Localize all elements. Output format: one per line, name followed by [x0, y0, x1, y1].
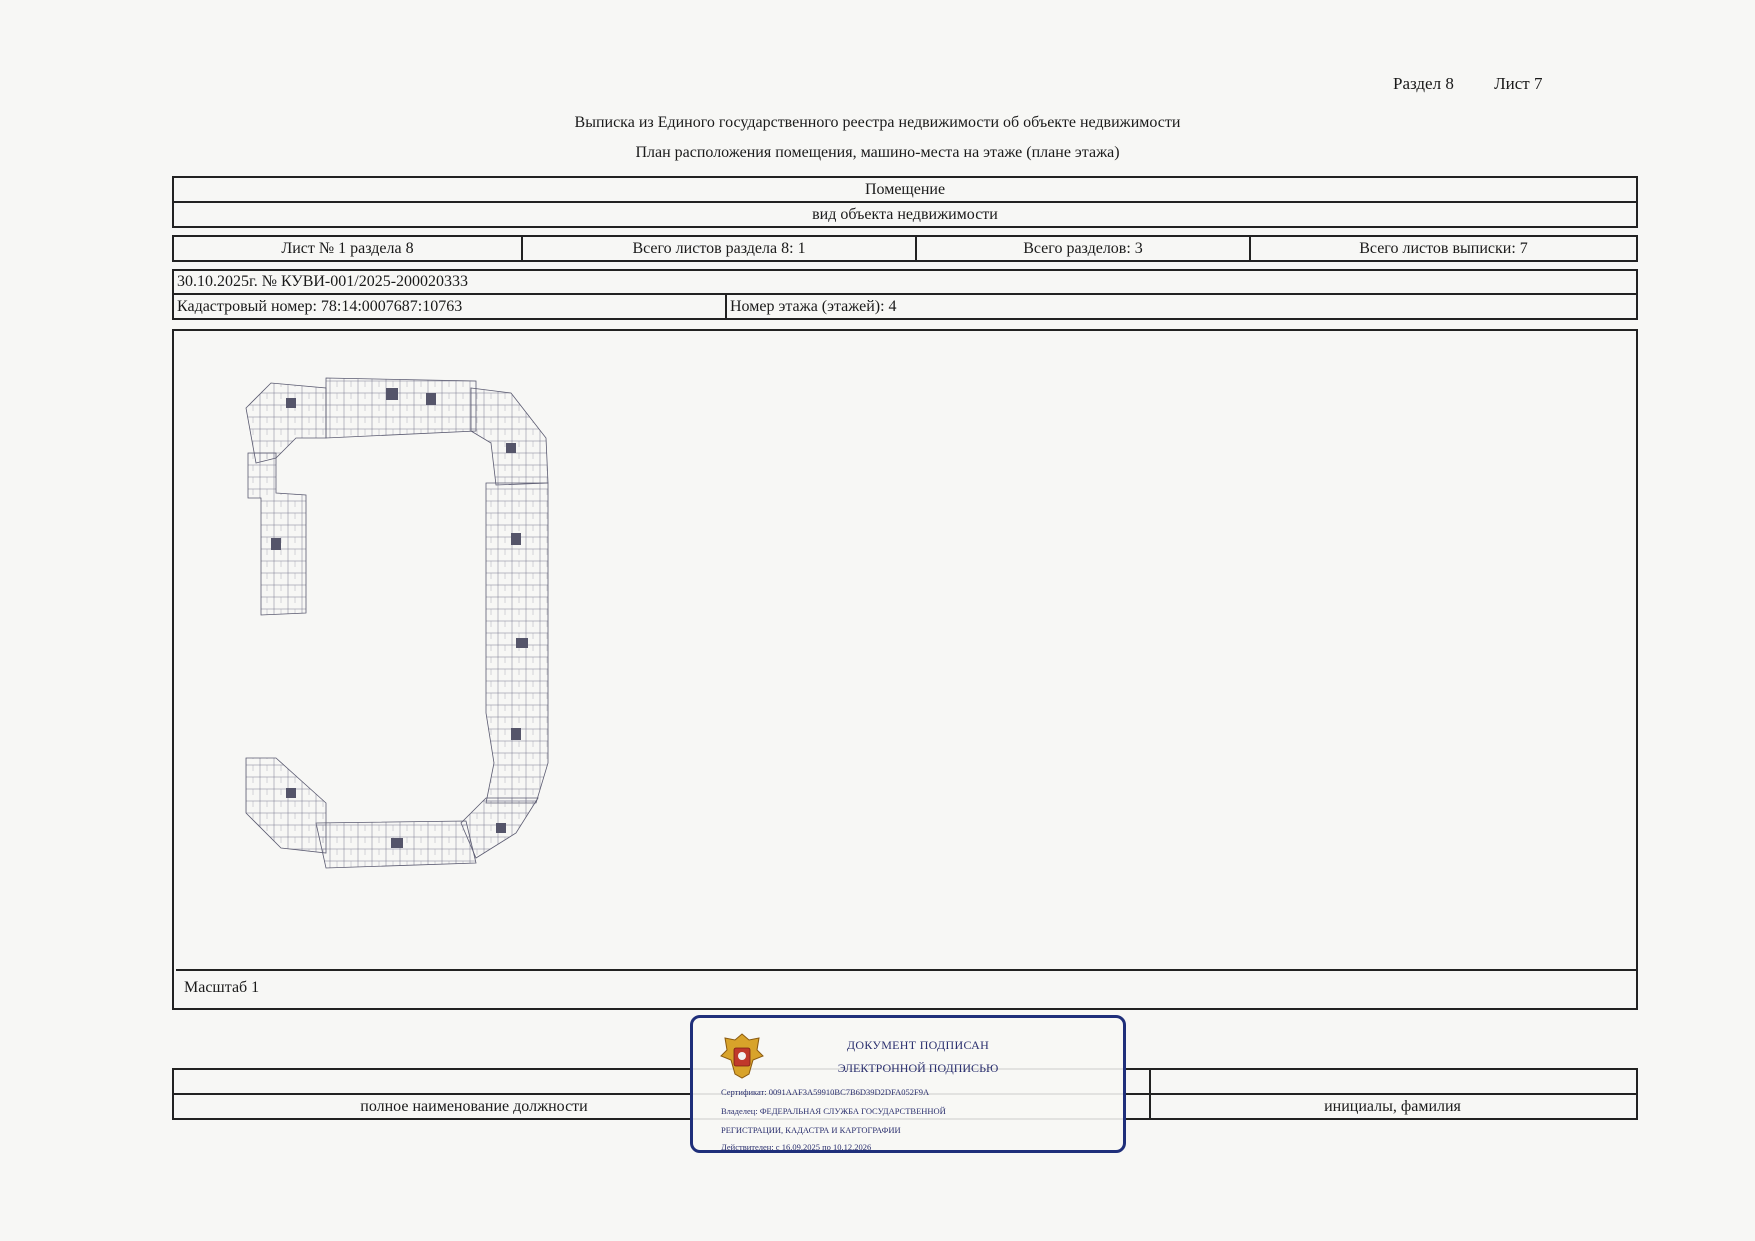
plan-wing-top — [326, 378, 476, 438]
sheet-number: Лист 7 — [1494, 74, 1543, 93]
floor-plan-box — [172, 329, 1638, 1010]
object-type-box — [172, 176, 1638, 228]
double-headed-eagle-emblem-icon — [719, 1030, 765, 1082]
total-sheets-section: Всего листов раздела 8: 1 — [523, 237, 917, 260]
stamp-owner-continued: РЕГИСТРАЦИИ, КАДАСТРА И КАРТОГРАФИИ — [721, 1125, 901, 1135]
stamp-certificate: Сертификат: 0091AAF3A59910BC7B6D39D2DFA052F9A — [721, 1087, 930, 1097]
electronic-signature-stamp — [690, 1015, 1126, 1153]
sheet-header — [1393, 74, 1578, 94]
plan-wing-top-left — [246, 383, 326, 463]
position-label: полное наименование должности — [360, 1097, 588, 1115]
total-sheets-extract: Всего листов выписки: 7 — [1359, 239, 1528, 257]
plan-wing-left — [248, 453, 306, 615]
stamp-subtitle: ЭЛЕКТРОННОЙ ПОДПИСЬЮ — [837, 1061, 999, 1075]
cadastral-number: Кадастровый номер: 78:14:0007687:10763 — [174, 295, 727, 318]
sheets-info-row — [172, 235, 1638, 262]
record-date-number: 30.10.2025г. № КУВИ-001/2025-200020333 — [177, 273, 469, 290]
object-name: Помещение — [864, 180, 946, 198]
floor-plan-drawing — [176, 333, 1636, 971]
floor-number: Номер этажа (этажей): 4 — [730, 297, 897, 315]
sheet-no: Лист № 1 раздела 8 — [174, 237, 523, 260]
stamp-validity: Действителен: с 16.09.2025 по 10.12.2026 — [721, 1142, 872, 1152]
stamp-title: ДОКУМЕНТ ПОДПИСАН — [846, 1038, 990, 1052]
record-info-box — [172, 269, 1638, 320]
object-kind-label: вид объекта недвижимости — [812, 205, 998, 223]
document-subtitle: План расположения помещения, машино-места на этаже (плане этажа) — [635, 144, 1120, 161]
name-label: инициалы, фамилия — [1324, 1097, 1461, 1115]
stamp-owner: Владелец: ФЕДЕРАЛЬНАЯ СЛУЖБА ГОСУДАРСТВЕННОЙ — [721, 1106, 946, 1116]
plan-wing-bottom-left — [246, 758, 326, 853]
plan-scale: Масштаб 1 — [184, 979, 260, 996]
plan-wing-top-right — [471, 388, 548, 485]
section-number: Раздел 8 — [1393, 74, 1454, 93]
total-sections: Всего разделов: 3 — [917, 237, 1251, 260]
document-title: Выписка из Единого государственного реестра недвижимости об объекте недвижимости — [574, 114, 1181, 131]
